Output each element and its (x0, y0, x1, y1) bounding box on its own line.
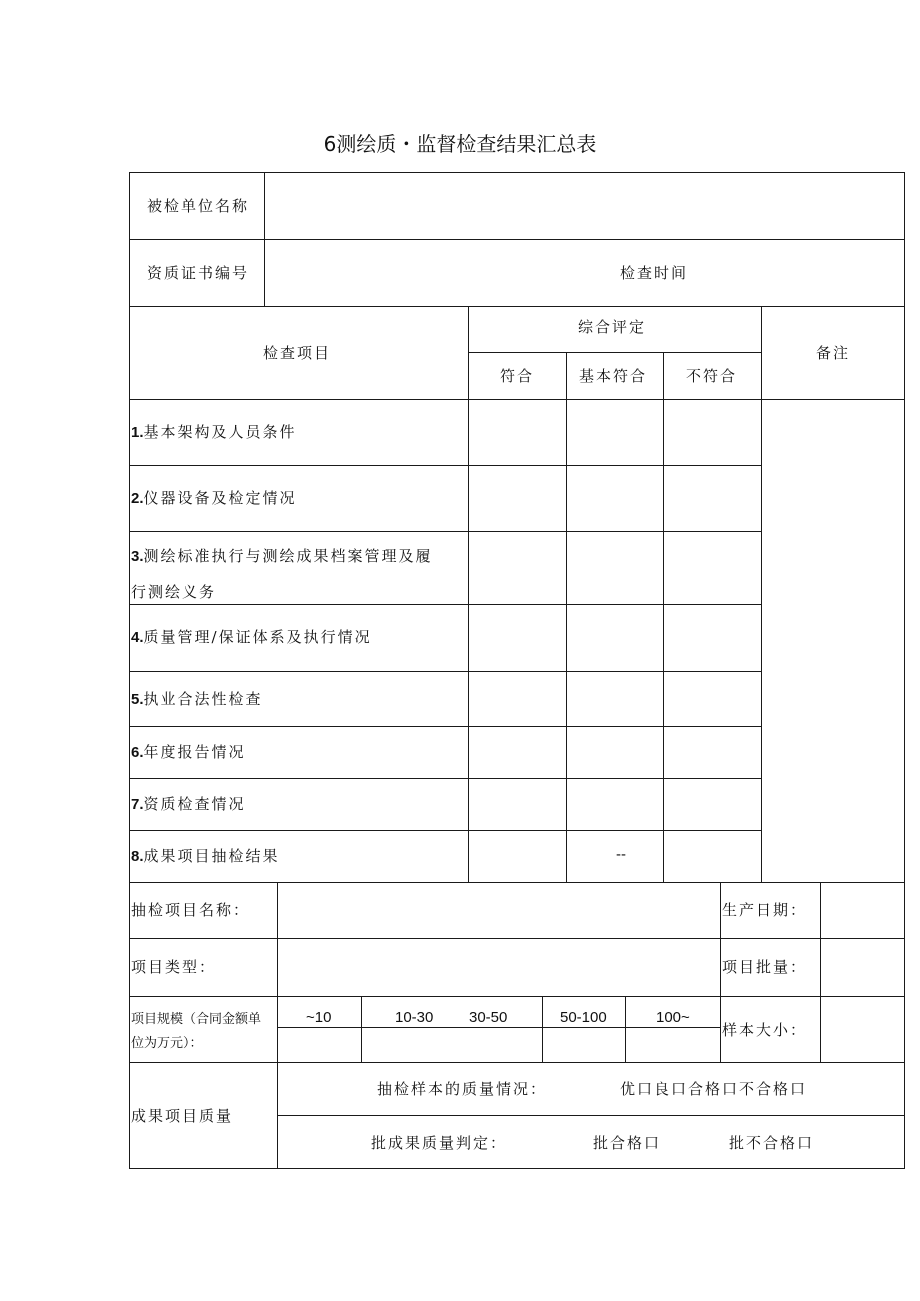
rule (129, 996, 905, 997)
rule (129, 465, 761, 466)
rule (129, 830, 761, 831)
item-number: 2. (131, 490, 144, 507)
project-batch-label: 项目批量： (722, 958, 808, 976)
rule (566, 352, 567, 882)
basic-conform-value: -- (616, 846, 626, 863)
rule (129, 1062, 905, 1063)
column-item: 检查项目 (263, 344, 332, 362)
rule (129, 1168, 905, 1169)
list-item (131, 488, 297, 509)
rule (129, 399, 905, 400)
item-label: 测绘标准执行与测绘成果档案管理及履 (143, 547, 433, 565)
scale-option: 30-50 (469, 1009, 508, 1026)
list-item (131, 627, 372, 648)
rule (720, 882, 721, 1062)
sample-size-field[interactable] (821, 997, 904, 1062)
cert-no-label: 资质证书编号 (147, 264, 250, 282)
item-label: 成果项目抽检结果 (143, 847, 280, 865)
column-not-conform: 不符合 (686, 367, 738, 385)
column-overall: 综合评定 (578, 318, 647, 336)
item-label: 资质检查情况 (143, 795, 246, 813)
sample-quality-label: 抽检样本的质量情况： (377, 1080, 548, 1098)
list-item (131, 794, 246, 815)
item-label: 仪器设备及检定情况 (143, 489, 297, 507)
column-basic-conform: 基本符合 (579, 367, 648, 385)
project-scale-label-continued: 位为万元）： (131, 1036, 203, 1051)
scale-checkbox[interactable] (543, 1028, 625, 1062)
rule (904, 172, 905, 1169)
rule (129, 726, 761, 727)
page-title: 6测绘质・监督检查结果汇总表 (323, 132, 597, 156)
item-label: 年度报告情况 (143, 743, 246, 761)
sample-quality-options[interactable]: 优口良口合格口不合格口 (620, 1080, 808, 1098)
rule (129, 531, 761, 532)
rule (468, 352, 761, 353)
item-number: 8. (131, 848, 144, 865)
rule (129, 306, 905, 307)
project-type-field[interactable] (278, 939, 720, 996)
scale-option: 50-100 (560, 1009, 607, 1026)
rule (277, 1115, 905, 1116)
project-name-field[interactable] (278, 883, 720, 938)
item-number: 6. (131, 744, 144, 761)
list-item (131, 742, 246, 763)
production-date-field[interactable] (821, 883, 904, 938)
item-label: 执业合法性检查 (143, 690, 263, 708)
list-item (131, 689, 263, 710)
scale-option: 10-30 (395, 1009, 434, 1026)
sample-size-label: 样本大小： (722, 1021, 808, 1039)
list-item-continued: 行测绘义务 (131, 583, 217, 601)
batch-pass-option[interactable]: 批合格口 (593, 1134, 662, 1152)
production-date-label: 生产日期： (722, 901, 808, 919)
unit-name-field[interactable] (265, 173, 904, 239)
project-name-label: 抽检项目名称： (131, 901, 251, 919)
quality-label: 成果项目质量 (131, 1107, 234, 1125)
column-remark: 备注 (816, 344, 851, 362)
batch-quality-label: 批成果质量判定： (371, 1134, 508, 1152)
project-scale-label: 项目规模（合同金额单 (131, 1012, 262, 1027)
rule (129, 604, 761, 605)
cert-no-field[interactable] (265, 240, 615, 306)
project-type-label: 项目类型： (131, 958, 217, 976)
list-item (131, 846, 280, 867)
rule (129, 778, 761, 779)
rule (761, 306, 762, 882)
unit-name-label: 被检单位名称 (147, 197, 250, 215)
rule (663, 352, 664, 882)
check-time-label: 检查时间 (620, 264, 689, 282)
list-item (131, 422, 297, 443)
scale-option: ~10 (306, 1009, 332, 1026)
rule (468, 306, 469, 882)
column-conform: 符合 (500, 367, 535, 385)
scale-option: 100~ (656, 1009, 690, 1026)
item-label: 基本架构及人员条件 (143, 423, 297, 441)
rule (129, 172, 130, 1169)
item-number: 1. (131, 424, 144, 441)
item-number: 5. (131, 691, 144, 708)
item-number: 7. (131, 796, 144, 813)
item-number: 4. (131, 629, 144, 646)
project-batch-field[interactable] (821, 939, 904, 996)
scale-checkbox[interactable] (626, 1028, 720, 1062)
item-number: 3. (131, 548, 144, 565)
scale-checkbox[interactable] (278, 1028, 361, 1062)
scale-checkbox[interactable] (362, 1028, 542, 1062)
rule (129, 671, 761, 672)
item-label: 质量管理/保证体系及执行情况 (143, 628, 372, 646)
batch-fail-option[interactable]: 批不合格口 (729, 1134, 815, 1152)
list-item (131, 546, 433, 567)
